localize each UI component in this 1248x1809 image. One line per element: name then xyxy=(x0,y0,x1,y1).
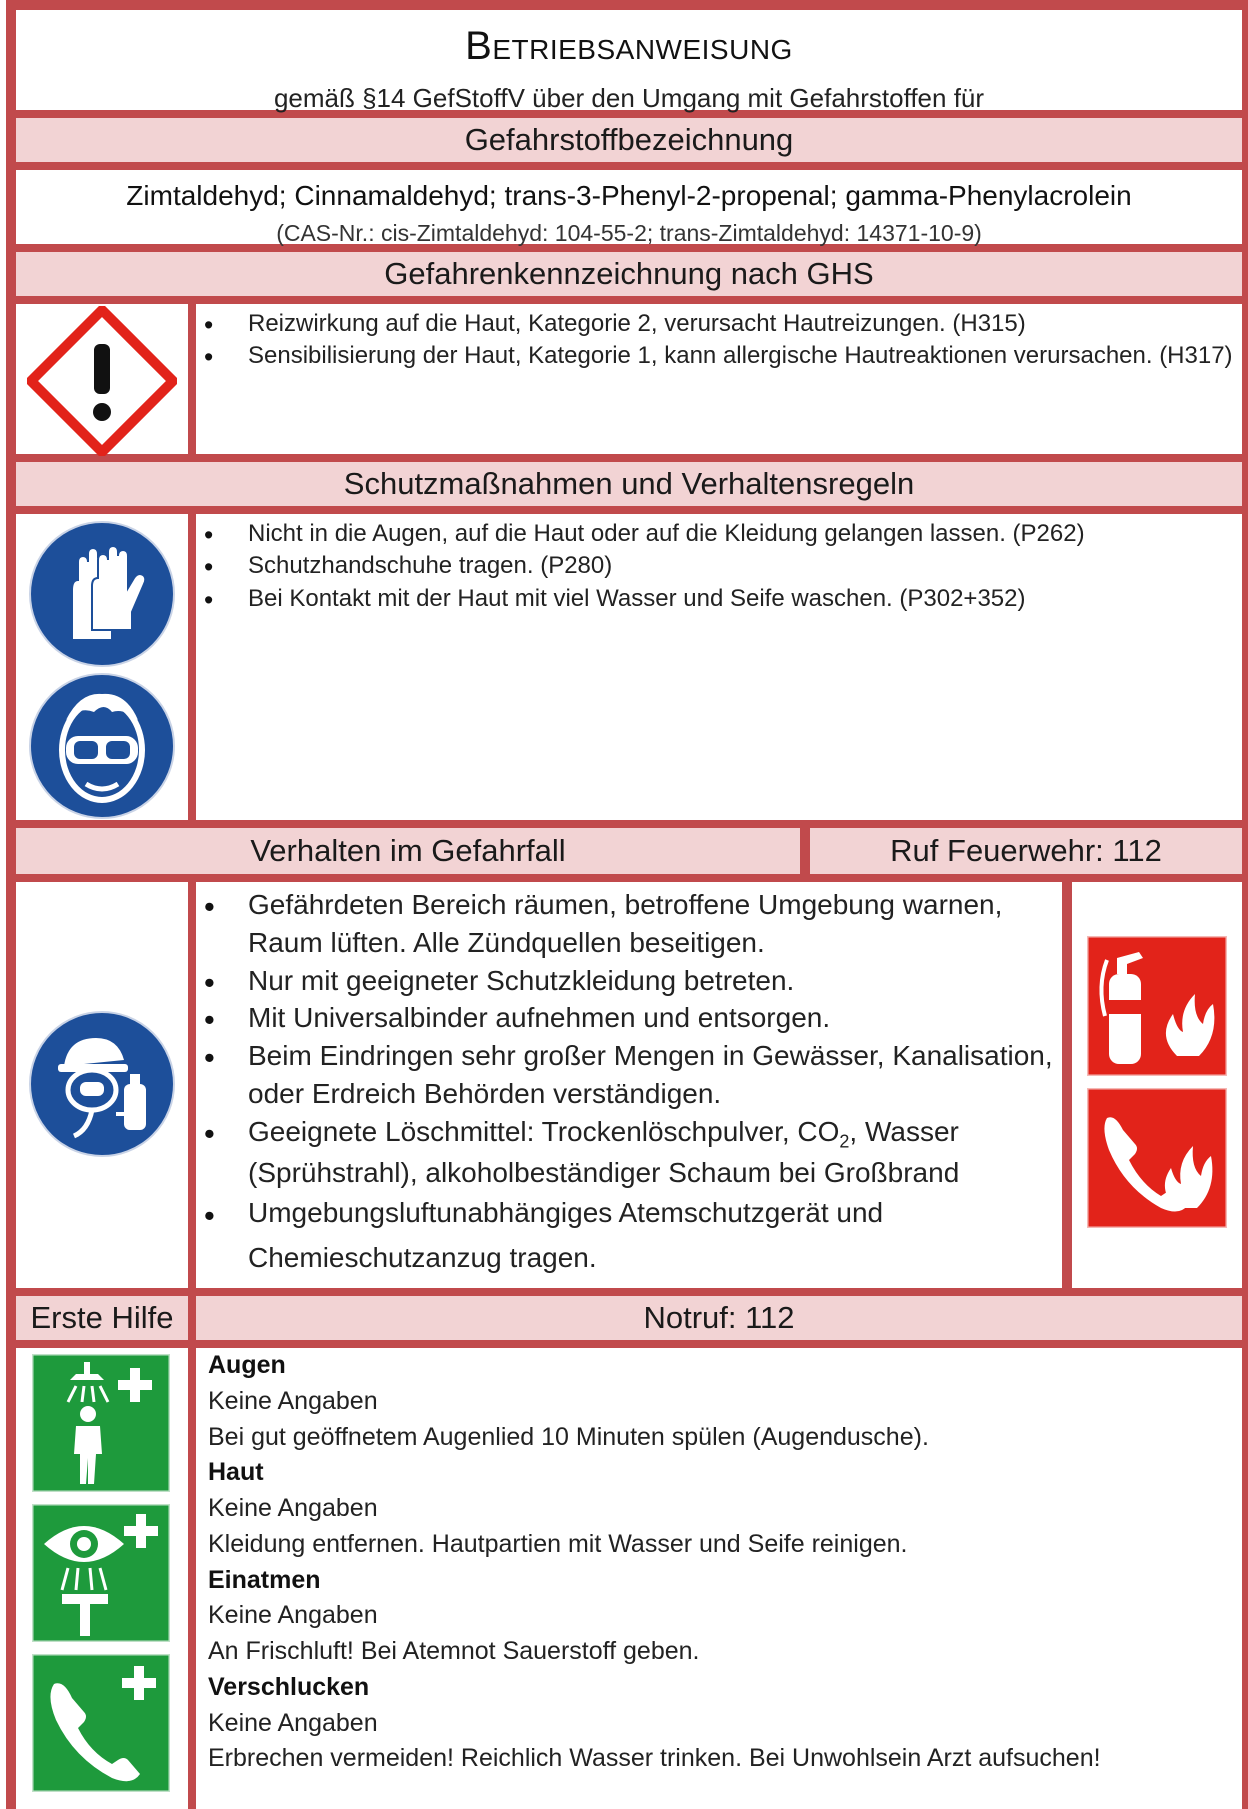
emergency-text-cell xyxy=(196,882,1062,1288)
first-aid-eyes xyxy=(208,1348,1242,1455)
list-item: • Umgebungsluftunabhängiges Atemschutzgerät und Chemieschutzanzug tragen. xyxy=(196,1191,1062,1281)
first-aid-line: An Frischluft! Bei Atemnot Sauerstoff geben. xyxy=(208,1637,700,1665)
co2-subscript: 2 xyxy=(839,1131,850,1152)
extinguish-text: Geeignete Löschmittel: Trockenlöschpulver, CO xyxy=(248,1115,840,1147)
first-aid-heading: Haut xyxy=(208,1458,264,1487)
first-aid-phone-icon xyxy=(32,1654,170,1792)
first-aid-section-title: Erste Hilfe xyxy=(30,1300,174,1335)
first-aid-text-cell xyxy=(196,1348,1242,1809)
first-aid-line: Kleidung entfernen. Hautpartien mit Wasser und Seife reinigen. xyxy=(208,1529,908,1558)
fire-call-number: Ruf Feuerwehr: 112 xyxy=(890,833,1162,868)
emergency-pictogram-cell xyxy=(16,882,188,1288)
safety-goggles-icon xyxy=(28,672,176,820)
exclamation-mark-icon xyxy=(27,306,177,456)
first-aid-line: Keine Angaben xyxy=(208,1494,378,1522)
first-aid-skin xyxy=(208,1455,1242,1562)
ghs-section-title: Gefahrenkennzeichnung nach GHS xyxy=(384,256,874,291)
ghs-pictogram-cell xyxy=(16,304,188,454)
substance-cas: (CAS-Nr.: cis-Zimtaldehyd: 104-55-2; trans-Zimtaldehyd: 14371-10-9) xyxy=(276,220,982,246)
first-aid-ingestion xyxy=(208,1670,1242,1777)
first-aid-heading: Einatmen xyxy=(208,1565,321,1594)
protection-text-cell xyxy=(196,514,1242,820)
emergency-section-header xyxy=(16,828,800,874)
protection-section-header xyxy=(16,462,1242,506)
list-item: • Sensibilisierung der Haut, Kategorie 1, kann allergische Hautreaktionen verursachen. (H317) xyxy=(196,340,1242,372)
substance-section-title: Gefahrstoffbezeichnung xyxy=(464,122,794,157)
list-item: • Mit Universalbinder aufnehmen und entsorgen. xyxy=(196,999,1062,1037)
list-item-extinguishing-agents xyxy=(196,1113,1062,1192)
emergency-action-list xyxy=(196,886,1062,1281)
emergency-call-header xyxy=(196,1296,1242,1340)
list-item: • Gefährdeten Bereich räumen, betroffene Umgebung warnen, Raum lüften. Alle Zündquellen beseitigen. xyxy=(196,886,1062,962)
protection-section-title: Schutzmaßnahmen und Verhaltensregeln xyxy=(343,466,915,501)
fire-extinguisher-icon xyxy=(1087,936,1227,1076)
page-subtitle: gemäß §14 GefStoffV über den Umgang mit Gefahrstoffen für xyxy=(273,83,985,113)
first-aid-line: Bei gut geöffnetem Augenlied 10 Minuten spülen (Augendusche). xyxy=(208,1422,929,1451)
first-aid-line: Erbrechen vermeiden! Reichlich Wasser trinken. Bei Unwohlsein Arzt aufsuchen! xyxy=(208,1744,1101,1773)
title-block xyxy=(16,10,1242,113)
ghs-text-cell xyxy=(196,304,1242,454)
list-item: • Bei Kontakt mit der Haut mit viel Wasser und Seife waschen. (P302+352) xyxy=(196,583,1242,615)
first-aid-line: Keine Angaben xyxy=(208,1708,378,1737)
protection-pictogram-cell xyxy=(16,514,188,820)
substance-block xyxy=(16,170,1242,244)
protection-rule-list xyxy=(196,518,1242,615)
gloves-icon xyxy=(28,520,176,668)
list-item: • Beim Eindringen sehr großer Mengen in Gewässer, Kanalisation, oder Erdreich Behörden verständigen. xyxy=(196,1037,1062,1113)
first-aid-section-header xyxy=(16,1296,188,1340)
fire-phone-icon xyxy=(1087,1088,1227,1228)
list-item: • Schutzhandschuhe tragen. (P280) xyxy=(196,550,1242,582)
fire-call-header xyxy=(810,828,1242,874)
emergency-shower-icon xyxy=(32,1354,170,1492)
emergency-section-title: Verhalten im Gefahrfall xyxy=(250,833,566,868)
emergency-call-number: Notruf: 112 xyxy=(643,1300,795,1335)
first-aid-heading: Verschlucken xyxy=(208,1672,370,1701)
first-aid-inhalation xyxy=(208,1563,1242,1670)
eyewash-icon xyxy=(32,1504,170,1642)
first-aid-heading: Augen xyxy=(208,1351,286,1379)
substance-name: Zimtaldehyd; Cinnamaldehyd; trans-3-Phenyl-2-propenal; gamma-Phenylacrolein xyxy=(126,180,1132,211)
fire-pictogram-cell xyxy=(1072,882,1242,1288)
first-aid-pictogram-cell xyxy=(16,1348,188,1809)
ghs-hazard-list xyxy=(196,308,1242,373)
ghs-section-header xyxy=(16,252,1242,296)
list-item: • Nur mit geeigneter Schutzkleidung betreten. xyxy=(196,962,1062,1000)
first-aid-line: Keine Angaben xyxy=(208,1601,378,1630)
list-item: • Nicht in die Augen, auf die Haut oder auf die Kleidung gelangen lassen. (P262) xyxy=(196,518,1242,550)
substance-section-header xyxy=(16,118,1242,162)
extinguish-text-rest: , Wasser (Sprühstrahl), alkoholbeständiger Schaum bei Großbrand xyxy=(248,1115,960,1188)
list-item: • Reizwirkung auf die Haut, Kategorie 2, verursacht Hautreizungen. (H315) xyxy=(196,308,1242,340)
page-title: Betriebsanweisung xyxy=(465,24,793,68)
respirator-icon xyxy=(28,1010,176,1158)
first-aid-line: Keine Angaben xyxy=(208,1386,378,1415)
